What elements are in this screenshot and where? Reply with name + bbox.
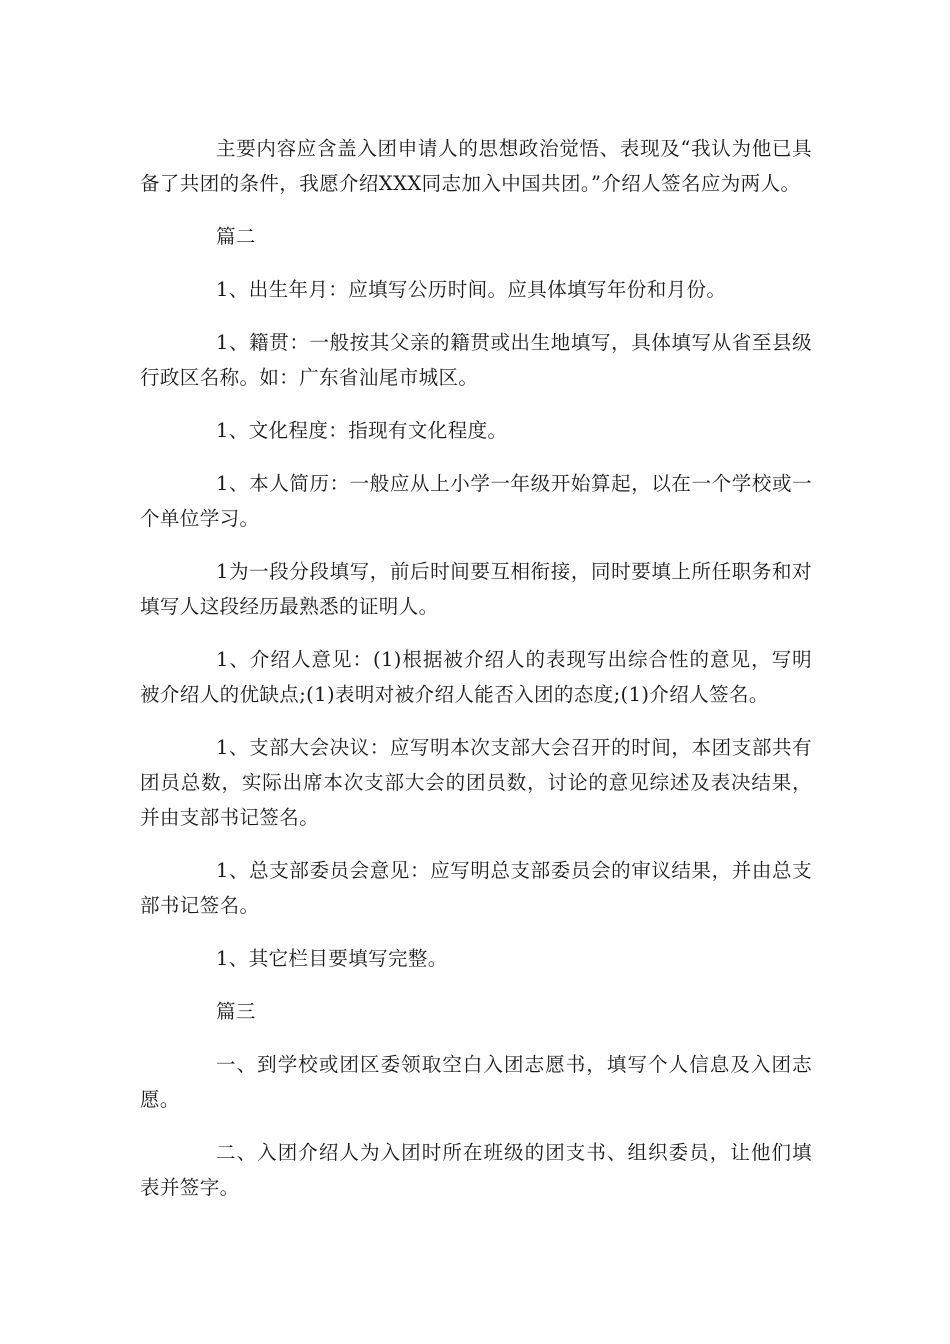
paragraph-step-two: 二、入团介绍人为入团时所在班级的团支书、组织委员，让他们填表并签字。 xyxy=(140,1141,812,1199)
paragraph-intro: 主要内容应含盖入团申请人的思想政治觉悟、表现及“我认为他已具备了共团的条件，我愿介绍XXX同志加入中国共团。”介绍人签名应为两人。 xyxy=(140,137,812,195)
paragraph-general-branch-opinion: 1、总支部委员会意见：应写明总支部委员会的审议结果，并由总支部书记签名。 xyxy=(140,859,812,917)
paragraph-education: 1、文化程度：指现有文化程度。 xyxy=(216,419,508,442)
paragraph-resume: 1、本人简历：一般应从上小学一年级开始算起，以在一个学校或一个单位学习。 xyxy=(140,472,812,530)
section-heading-3: 篇三 xyxy=(216,1000,256,1023)
paragraph-birth-date: 1、出生年月：应填写公历时间。应具体填写年份和月份。 xyxy=(216,278,727,301)
paragraph-step-one: 一、到学校或团区委领取空白入团志愿书，填写个人信息及入团志愿。 xyxy=(140,1053,812,1111)
section-heading-2: 篇二 xyxy=(216,225,256,248)
paragraph-branch-resolution: 1、支部大会决议：应写明本次支部大会召开的时间，本团支部共有团员总数，实际出席本次支部大会的团员数，讨论的意见综述及表决结果，并由支部书记签名。 xyxy=(140,736,812,829)
paragraph-native-place: 1、籍贯：一般按其父亲的籍贯或出生地填写，具体填写从省至县级行政区名称。如：广东省汕尾市城区。 xyxy=(140,331,812,389)
document-body xyxy=(140,131,812,1223)
paragraph-other-fields: 1、其它栏目要填写完整。 xyxy=(216,947,448,970)
paragraph-referee-opinion: 1、介绍人意见：(1)根据被介绍人的表现写出综合性的意见，写明被介绍人的优缺点;(1)表明对被介绍人能否入团的态度;(1)介绍人签名。 xyxy=(140,648,812,706)
paragraph-resume-segments: 1为一段分段填写，前后时间要互相衔接，同时要填上所任职务和对填写人这段经历最熟悉的证明人。 xyxy=(140,560,812,618)
